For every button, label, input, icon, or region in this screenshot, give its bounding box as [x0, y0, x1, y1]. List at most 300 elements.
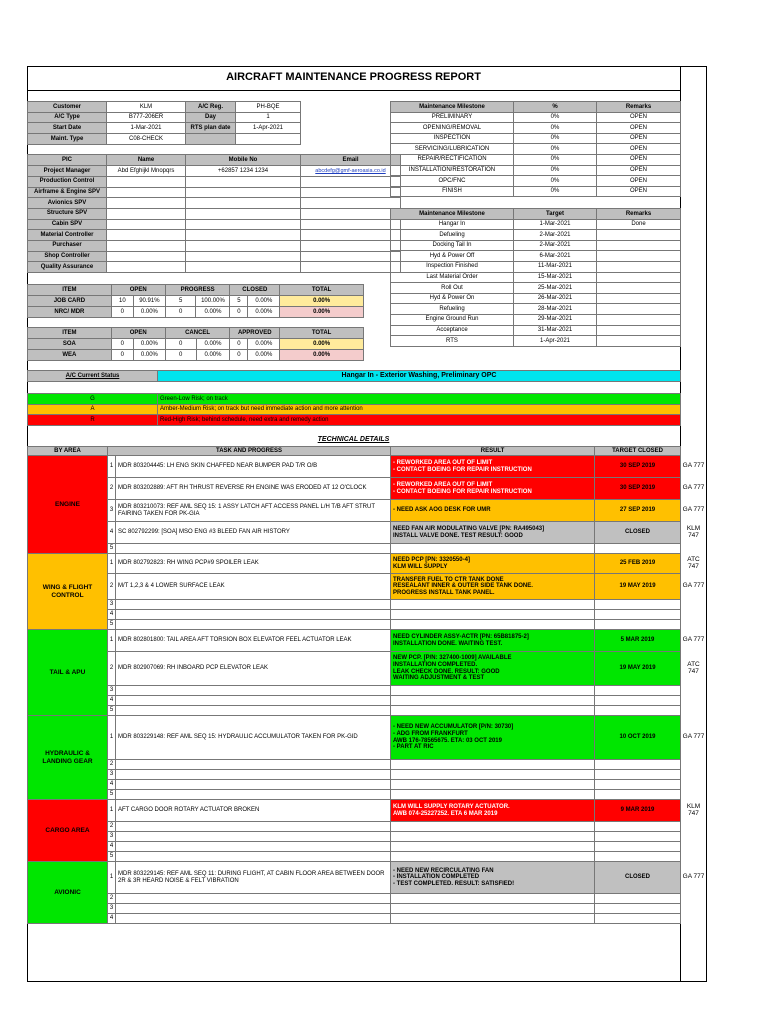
task-text: MDR 803229148: REF AML SEQ 15: HYDRAULIC ACCUMULATOR TAKEN FOR PK-GID: [116, 716, 391, 760]
info-value: 1-Mar-2021: [107, 123, 186, 134]
task-text: [116, 696, 391, 706]
total: 0.00%: [280, 350, 364, 361]
aircraft-type: GA 777: [682, 484, 705, 492]
info-value: [236, 134, 301, 145]
row-number: 4: [108, 842, 116, 852]
milestone-value: 0%: [514, 154, 597, 165]
table-row: [28, 328, 364, 339]
total: 0.00%: [280, 339, 364, 350]
pic-mobile: [186, 176, 301, 187]
table-row: [680, 553, 707, 573]
table-row: [680, 651, 707, 685]
area-name: AVIONIC: [28, 862, 108, 924]
by-area-header: BY AREA: [28, 447, 108, 456]
aircraft-type: GA 777: [682, 873, 705, 881]
table-row: [680, 599, 707, 609]
table-row: [680, 715, 707, 759]
table-row: [28, 706, 681, 716]
target-closed: [595, 610, 681, 620]
pic-name: Abd Efghijkl Mnopqrs: [107, 166, 186, 177]
table-row: [680, 446, 707, 455]
spacer: [301, 112, 401, 123]
row-number: 2: [108, 760, 116, 770]
table-row: [28, 123, 401, 134]
target-closed: [595, 686, 681, 696]
milestone-remark: [597, 251, 681, 262]
spacer: [28, 144, 107, 155]
result-text: [391, 780, 595, 790]
table-row: [391, 186, 681, 197]
task-text: [116, 760, 391, 770]
col-header: TOTAL: [280, 285, 364, 296]
task-text: [116, 790, 391, 800]
table-row: [680, 695, 707, 705]
technical-title: TECHNICAL DETAILS: [317, 436, 390, 443]
target-closed: [595, 760, 681, 770]
aircraft-info-table: [27, 101, 401, 273]
count: 0: [230, 307, 248, 318]
milestone-header: Maintenance Milestone: [391, 209, 514, 220]
result-text: NEW PCP. [P/N: 327400-1009] AVAILABLE INSTALLATION COMPLETED. LEAK CHECK DONE. RESULT: GOOD WAITING ADJUSTMENT & TEST: [391, 652, 595, 686]
milestone-remark: [597, 283, 681, 294]
aircraft-type: GA 777: [682, 733, 705, 741]
pic-role: Quality Assurance: [28, 262, 107, 273]
table-row: [28, 155, 401, 166]
table-row: [680, 477, 707, 499]
row-number: 1: [108, 800, 116, 822]
table-row: [391, 144, 681, 155]
task-text: SC 802792299: [SOA] MSO ENG #3 BLEED FAN AIR HISTORY: [116, 522, 391, 544]
table-row: [28, 219, 401, 230]
pic-name: [107, 262, 186, 273]
table-row: [680, 789, 707, 799]
milestone-name: OPC/FNC: [391, 176, 514, 187]
milestone-remark: OPEN: [597, 112, 681, 123]
spacer: [301, 144, 401, 155]
task-header: TASK AND PROGRESS: [108, 447, 391, 456]
row-number: 3: [108, 770, 116, 780]
aircraft-type: [680, 903, 707, 913]
milestone-target-table: [390, 208, 681, 347]
task-text: [116, 904, 391, 914]
row-number: 4: [108, 914, 116, 924]
milestone-value: 0%: [514, 186, 597, 197]
aircraft-type: [680, 695, 707, 705]
table-row: [28, 166, 401, 177]
pic-email: [301, 187, 401, 198]
col-header: APPROVED: [230, 328, 280, 339]
pic-role: Shop Controller: [28, 251, 107, 262]
row-number: 3: [108, 600, 116, 610]
table-row: [391, 240, 681, 251]
table-row: [28, 862, 681, 894]
target-closed: [595, 852, 681, 862]
aircraft-type: [680, 851, 707, 861]
percent: 0.00%: [196, 339, 230, 350]
percent: 0.00%: [133, 307, 165, 318]
aircraft-type: [680, 779, 707, 789]
pic-name: [107, 198, 186, 209]
milestone-name: Hyd & Power Off: [391, 251, 514, 262]
table-row: [28, 852, 681, 862]
aircraft-type: [680, 789, 707, 799]
mobile-header: Mobile No: [186, 155, 301, 166]
milestone-value: 25-Mar-2021: [514, 283, 597, 294]
milestone-header: Maintenance Milestone: [391, 102, 514, 113]
pic-email: [301, 176, 401, 187]
total: 0.00%: [280, 307, 364, 318]
table-row: [391, 251, 681, 262]
pic-mobile: [186, 198, 301, 209]
result-text: [391, 822, 595, 832]
milestone-remark: Done: [597, 219, 681, 230]
result-text: [391, 904, 595, 914]
task-text: [116, 706, 391, 716]
task-text: MDR 802801800: TAIL AREA AFT TORSION BOX ELEVATOR FEEL ACTUATOR LEAK: [116, 630, 391, 652]
task-text: [116, 620, 391, 630]
milestone-progress-table: [390, 101, 681, 197]
row-number: 1: [108, 456, 116, 478]
table-row: [28, 696, 681, 706]
col-header: TOTAL: [280, 328, 364, 339]
table-row: [28, 544, 681, 554]
divider: [27, 90, 680, 91]
table-row: [680, 913, 707, 923]
area-name: WING & FLIGHT CONTROL: [28, 554, 108, 630]
table-row: [28, 630, 681, 652]
pic-name: [107, 251, 186, 262]
target-closed: [595, 780, 681, 790]
table-row: [391, 325, 681, 336]
target-closed: [595, 914, 681, 924]
milestone-name: Last Material Order: [391, 272, 514, 283]
spacer: [301, 123, 401, 134]
milestone-name: Acceptance: [391, 325, 514, 336]
table-row: [391, 272, 681, 283]
result-text: TRANSFER FUEL TO CTR TANK DONE RESEALANT INNER & OUTER SIDE TANK DONE. PROGRESS INSTALL TANK PANEL.: [391, 574, 595, 600]
milestone-remark: OPEN: [597, 186, 681, 197]
table-row: [28, 554, 681, 574]
result-text: - REWORKED AREA OUT OF LIMIT - CONTACT BOEING FOR REPAIR INSTRUCTION: [391, 456, 595, 478]
table-row: [391, 112, 681, 123]
table-row: [680, 455, 707, 477]
aircraft-type: GA 777: [682, 582, 705, 590]
row-number: 5: [108, 620, 116, 630]
task-text: [116, 832, 391, 842]
table-row: [28, 404, 681, 415]
aircraft-type: KLM 747: [686, 524, 701, 539]
aircraft-type: [680, 913, 707, 923]
table-row: [28, 790, 681, 800]
aircraft-type: [680, 619, 707, 629]
target-closed: 30 SEP 2019: [595, 478, 681, 500]
table-row: [28, 134, 401, 145]
aircraft-type: [680, 893, 707, 903]
milestone-value: 0%: [514, 123, 597, 134]
pic-role: Airframe & Engine SPV: [28, 187, 107, 198]
pic-email: [301, 198, 401, 209]
pic-email: [301, 262, 401, 273]
target-closed: 27 SEP 2019: [595, 500, 681, 522]
milestone-name: Defueling: [391, 230, 514, 241]
table-row: [391, 336, 681, 347]
milestone-remark: OPEN: [597, 123, 681, 134]
spacer: [301, 134, 401, 145]
milestone-remark: [597, 272, 681, 283]
table-row: [28, 574, 681, 600]
target-closed: 5 MAR 2019: [595, 630, 681, 652]
milestone-value: 28-Mar-2021: [514, 304, 597, 315]
milestone-name: Docking Tail In: [391, 240, 514, 251]
milestone-value: 0%: [514, 165, 597, 176]
target-closed: [595, 822, 681, 832]
result-text: [391, 686, 595, 696]
pic-mobile: [186, 251, 301, 262]
table-row: [680, 543, 707, 553]
info-label: A/C Reg.: [186, 102, 236, 113]
milestone-value: 29-Mar-2021: [514, 314, 597, 325]
target-closed: [595, 706, 681, 716]
milestone-name: FINISH: [391, 186, 514, 197]
table-row: [28, 914, 681, 924]
aircraft-type: [680, 685, 707, 695]
table-row: [391, 283, 681, 294]
info-label: RTS plan date: [186, 123, 236, 134]
table-row: [680, 769, 707, 779]
pic-mobile: [186, 230, 301, 241]
info-label: Customer: [28, 102, 107, 113]
result-text: [391, 760, 595, 770]
percent: 0.00%: [133, 339, 165, 350]
result-text: NEED PCP [PN: 3320550-4] KLM WILL SUPPLY: [391, 554, 595, 574]
col-header: OPEN: [111, 328, 165, 339]
table-row: [391, 123, 681, 134]
milestone-name: RTS: [391, 336, 514, 347]
milestone-name: INSTALLATION/RESTORATION: [391, 165, 514, 176]
status-label: A/C Current Status: [28, 371, 158, 382]
table-row: [680, 821, 707, 831]
target-closed: CLOSED: [595, 862, 681, 894]
table-row: [28, 522, 681, 544]
milestone-remark: [597, 230, 681, 241]
milestone-header: %: [514, 102, 597, 113]
row-number: 2: [108, 652, 116, 686]
task-text: MDR 802907069: RH INBOARD PCP ELEVATOR LEAK: [116, 652, 391, 686]
name-header: Name: [107, 155, 186, 166]
table-row: [391, 176, 681, 187]
info-value: B777-206ER: [107, 112, 186, 123]
table-row: [391, 102, 681, 113]
count: 0: [230, 339, 248, 350]
table-row: [680, 779, 707, 789]
milestone-value: 11-Mar-2021: [514, 261, 597, 272]
target-closed: [595, 544, 681, 554]
pic-email: [301, 208, 401, 219]
aircraft-type: KLM 747: [686, 802, 701, 817]
target-closed: 30 SEP 2019: [595, 456, 681, 478]
milestone-name: Hangar In: [391, 219, 514, 230]
task-text: [116, 842, 391, 852]
percent: 0.00%: [248, 350, 280, 361]
pic-name: [107, 187, 186, 198]
pic-name: [107, 219, 186, 230]
col-header: ITEM: [28, 285, 112, 296]
milestone-value: 2-Mar-2021: [514, 240, 597, 251]
col-header: PROGRESS: [165, 285, 230, 296]
table-row: [28, 296, 364, 307]
row-number: 3: [108, 500, 116, 522]
task-text: [116, 544, 391, 554]
milestone-value: 6-Mar-2021: [514, 251, 597, 262]
info-label: [186, 134, 236, 145]
pic-email: [301, 219, 401, 230]
target-header: TARGET CLOSED: [595, 447, 681, 456]
table-row: [680, 521, 707, 543]
milestone-name: OPENING/REMOVAL: [391, 123, 514, 134]
row-number: 5: [108, 852, 116, 862]
milestone-remark: OPEN: [597, 144, 681, 155]
table-row: [680, 705, 707, 715]
table-row: [28, 208, 401, 219]
table-row: [680, 619, 707, 629]
table-row: [28, 822, 681, 832]
table-row: [28, 198, 401, 209]
table-row: [28, 610, 681, 620]
table-row: [28, 894, 681, 904]
count: 0: [230, 350, 248, 361]
milestone-remark: [597, 325, 681, 336]
aircraft-type: [680, 831, 707, 841]
row-number: 3: [108, 904, 116, 914]
table-row: [28, 415, 681, 426]
risk-legend: [27, 393, 681, 426]
total: 0.00%: [280, 296, 364, 307]
pic-email: [301, 251, 401, 262]
result-text: [391, 832, 595, 842]
target-closed: [595, 904, 681, 914]
aircraft-type: GA 777: [682, 462, 705, 470]
col-header: OPEN: [111, 285, 165, 296]
count: 0: [165, 350, 196, 361]
percent: 0.00%: [196, 307, 230, 318]
milestone-value: 0%: [514, 176, 597, 187]
pic-role: Purchaser: [28, 240, 107, 251]
row-number: 3: [108, 686, 116, 696]
result-text: - NEED ASK AOG DESK FOR UMR: [391, 500, 595, 522]
row-number: 1: [108, 630, 116, 652]
result-text: [391, 600, 595, 610]
task-text: MDR 803202889: AFT RH THRUST REVERSE RH ENGINE WAS ERODED AT 12 O'CLOCK: [116, 478, 391, 500]
task-text: [116, 822, 391, 832]
task-text: M/T 1,2,3 & 4 LOWER SURFACE LEAK: [116, 574, 391, 600]
table-row: [28, 760, 681, 770]
table-row: [28, 394, 681, 405]
pic-mobile: [186, 219, 301, 230]
pic-name: [107, 176, 186, 187]
table-row: [680, 903, 707, 913]
legend-text: Green-Low Risk; on track: [158, 394, 681, 405]
table-row: [28, 716, 681, 760]
job-card-table: [27, 284, 364, 318]
item-name: NRC/ MDR: [28, 307, 112, 318]
spacer: [236, 144, 301, 155]
pic-email: [301, 166, 401, 177]
report-title: AIRCRAFT MAINTENANCE PROGRESS REPORT: [226, 71, 481, 83]
email-link[interactable]: abcdefg@gmf-aeroasia.co.id: [315, 167, 386, 174]
result-text: [391, 610, 595, 620]
pic-email: [301, 230, 401, 241]
milestone-remark: OPEN: [597, 154, 681, 165]
table-row: [391, 133, 681, 144]
result-text: [391, 696, 595, 706]
result-text: - NEED NEW ACCUMULATOR [P/N: 30730] - ADG FROM FRANKFURT AWB 176-78565675. ETA: 03 OCT 2019 - PART AT RIC: [391, 716, 595, 760]
row-number: 4: [108, 610, 116, 620]
item-name: JOB CARD: [28, 296, 112, 307]
task-text: [116, 610, 391, 620]
row-number: 1: [108, 716, 116, 760]
target-closed: [595, 832, 681, 842]
task-text: MDR 803204445: LH ENG SKIN CHAFFED NEAR BUMPER PAD T/R O/B: [116, 456, 391, 478]
percent: 0.00%: [248, 296, 280, 307]
current-status-table: [27, 370, 681, 392]
result-header: RESULT: [391, 447, 595, 456]
aircraft-type: [680, 599, 707, 609]
percent: 0.00%: [248, 339, 280, 350]
table-row: [28, 187, 401, 198]
row-number: 2: [108, 822, 116, 832]
table-row: [28, 307, 364, 318]
target-closed: 19 MAY 2019: [595, 652, 681, 686]
task-text: MDR 802792823: RH WING PCP#9 SPOILER LEAK: [116, 554, 391, 574]
table-row: [680, 861, 707, 893]
table-row: [680, 831, 707, 841]
task-text: MDR 803210073: REF AML SEQ 15: 1 ASSY LATCH AFT ACCESS PANEL L/H T/B AFT STRUT FAIRING TAKEN FOR PK-GIA: [116, 500, 391, 522]
row-number: 2: [108, 574, 116, 600]
table-row: [680, 799, 707, 821]
milestone-name: PRELIMINARY: [391, 112, 514, 123]
count: 0: [165, 339, 196, 350]
legend-text: Amber-Medium Risk; on track but need immediate action and more attention: [158, 404, 681, 415]
table-row: [28, 780, 681, 790]
task-text: [116, 770, 391, 780]
milestone-header: Target: [514, 209, 597, 220]
target-closed: 10 OCT 2019: [595, 716, 681, 760]
row-number: 2: [108, 894, 116, 904]
item-name: WEA: [28, 350, 112, 361]
result-text: [391, 914, 595, 924]
pic-mobile: [186, 240, 301, 251]
aircraft-type: [680, 609, 707, 619]
table-row: [28, 262, 401, 273]
technical-details-table: [27, 446, 681, 924]
area-name: TAIL & APU: [28, 630, 108, 716]
table-row: [28, 770, 681, 780]
table-row: [28, 350, 364, 361]
pic-role: Avionics SPV: [28, 198, 107, 209]
aircraft-type: GA 777: [682, 506, 705, 514]
result-text: NEED CYLINDER ASSY-ACTR [PN: 65B81875-2] INSTALLATION DONE. WAITING TEST.: [391, 630, 595, 652]
task-text: [116, 894, 391, 904]
milestone-value: 1-Mar-2021: [514, 219, 597, 230]
milestone-remark: [597, 240, 681, 251]
table-row: [28, 620, 681, 630]
col-header: CANCEL: [165, 328, 230, 339]
table-row: [391, 304, 681, 315]
row-number: 4: [108, 522, 116, 544]
table-row: [391, 154, 681, 165]
table-row: [391, 165, 681, 176]
table-row: [28, 500, 681, 522]
